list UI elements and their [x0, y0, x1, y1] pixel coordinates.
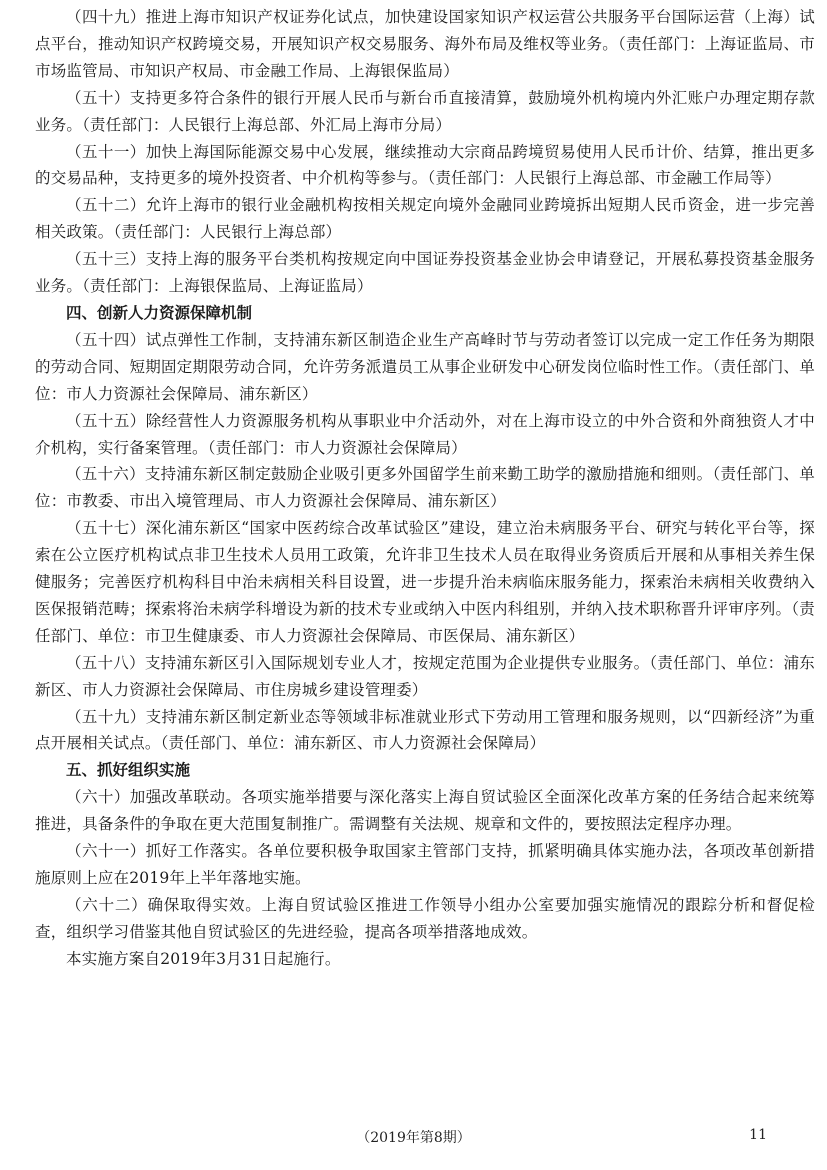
- paragraph-61: （六十一）抓好工作落实。各单位要积极争取国家主管部门支持，抓紧明确具体实施办法，各项改革创新措施原则上应在2019年上半年落地实施。: [35, 842, 815, 887]
- section-heading-4: 四、创新人力资源保障机制: [66, 303, 253, 322]
- paragraph-59: （五十九）支持浦东新区制定新业态等领域非标准就业形式下劳动用工管理和服务规则，以“四新经济”为重点开展相关试点。（责任部门、单位：浦东新区、市人力资源社会保障局）: [35, 707, 815, 753]
- paragraph-54: （五十四）试点弹性工作制，支持浦东新区制造企业生产高峰时节与劳动者签订以完成一定工作任务为期限的劳动合同、短期固定期限劳动合同，允许劳务派遣员工从事企业研发中心研发岗位临时性工作。（责任部门、单位：市人力资源社会保障局、浦东新区）: [35, 330, 815, 403]
- paragraph-51: （五十一）加快上海国际能源交易中心发展，继续推动大宗商品跨境贸易使用人民币计价、结算，推出更多的交易品种，支持更多的境外投资者、中介机构等参与。（责任部门：人民银行上海总部、市金融工作局等）: [35, 142, 815, 188]
- paragraph-49: （四十九）推进上海市知识产权证券化试点，加快建设国家知识产权运营公共服务平台国际运营（上海）试点平台，推动知识产权跨境交易，开展知识产权交易服务、海外布局及维权等业务。（责任部门：上海证监局、市市场监管局、市知识产权局、市金融工作局、上海银保监局）: [35, 8, 815, 80]
- closing-statement: 本实施方案自2019年3月31日起施行。: [66, 949, 341, 968]
- paragraph-55: （五十五）除经营性人力资源服务机构从事职业中介活动外，对在上海市设立的中外合资和外商独资人才中介机构，实行备案管理。（责任部门：市人力资源社会保障局）: [35, 411, 815, 457]
- section-heading-5: 五、抓好组织实施: [66, 761, 191, 780]
- page-number: 11: [749, 1127, 767, 1143]
- paragraph-60: （六十）加强改革联动。各项实施举措要与深化落实上海自贸试验区全面深化改革方案的任务结合起来统筹推进，具备条件的争取在更大范围复制推广。需调整有关法规、规章和文件的，要按照法定程序办理。: [35, 788, 815, 834]
- paragraph-62: （六十二）确保取得实效。上海自贸试验区推进工作领导小组办公室要加强实施情况的跟踪分析和督促检查，组织学习借鉴其他自贸试验区的先进经验，提高各项举措落地成效。: [35, 895, 815, 941]
- paragraph-50: （五十）支持更多符合条件的银行开展人民币与新台币直接清算，鼓励境外机构境内外汇账户办理定期存款业务。（责任部门：人民银行上海总部、外汇局上海市分局）: [35, 88, 815, 134]
- paragraph-53: （五十三）支持上海的服务平台类机构按规定向中国证券投资基金业协会申请登记，开展私募投资基金服务业务。（责任部门：上海银保监局、上海证监局）: [35, 250, 815, 296]
- paragraph-56: （五十六）支持浦东新区制定鼓励企业吸引更多外国留学生前来勤工助学的激励措施和细则。（责任部门、单位：市教委、市出入境管理局、市人力资源社会保障局、浦东新区）: [35, 465, 815, 511]
- footer-issue-label: （2019年第8期）: [356, 1130, 471, 1146]
- document-body: [35, 4, 815, 973]
- paragraph-52: （五十二）允许上海市的银行业金融机构按相关规定向境外金融同业跨境拆出短期人民币资金，进一步完善相关政策。（责任部门：人民银行上海总部）: [35, 196, 815, 242]
- paragraph-58: （五十八）支持浦东新区引入国际规划专业人才，按规定范围为企业提供专业服务。（责任部门、单位：浦东新区、市人力资源社会保障局、市住房城乡建设管理委）: [35, 653, 815, 699]
- paragraph-57: （五十七）深化浦东新区“国家中医药综合改革试验区”建设，建立治未病服务平台、研究与转化平台等，探索在公立医疗机构试点非卫生技术人员用工政策，允许非卫生技术人员在取得业务资质后开展和从事相关养生保健服务；完善医疗机构科目中治未病相关科目设置，进一步提升治未病临床服务能力，探索治未病相关收费纳入医保报销范畴；探索将治未病学科增设为新的技术专业或纳入中医内科组别，并纳入技术职称晋升评审序列。（责任部门、单位：市卫生健康委、市人力资源社会保障局、市医保局、浦东新区）: [35, 519, 815, 645]
